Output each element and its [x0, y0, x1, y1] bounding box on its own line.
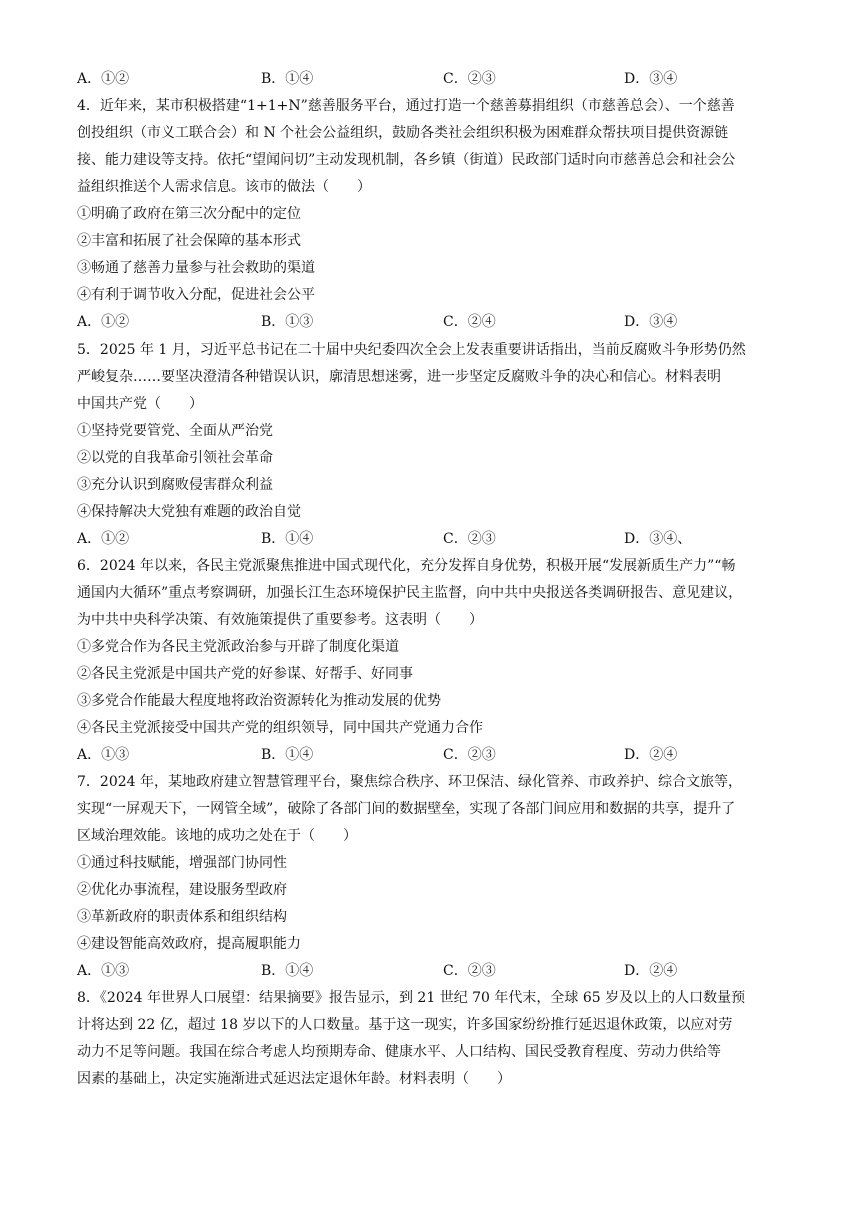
- q5-item-4: ④保持解决大党独有难题的政治自觉: [77, 504, 301, 520]
- q7-option-c[interactable]: C．②③: [443, 963, 496, 979]
- q4-item-3: ③畅通了慈善力量参与社会救助的渠道: [77, 260, 315, 276]
- q6-options: [77, 745, 797, 765]
- q3-option-d[interactable]: D．③④: [624, 71, 678, 87]
- q7-item-2: ②优化办事流程，建设服务型政府: [77, 882, 287, 898]
- q4-stem-line: 创投组织（市义工联合会）和 N 个社会公益组织，鼓励各类社会组织积极为困难群众帮扶项目提供资源链: [77, 125, 729, 141]
- q5-options: [77, 529, 797, 549]
- q8-stem-line: 8．《2024 年世界人口展望：结果摘要》报告显示，到 21 世纪 70 年代末，全球 65 岁及以上的人口数量预: [77, 990, 746, 1006]
- q4-options: [77, 312, 797, 332]
- q7-item-1: ①通过科技赋能，增强部门协同性: [77, 855, 287, 871]
- q6-item-2: ②各民主党派是中国共产党的好参谋、好帮手、好同事: [77, 666, 413, 682]
- q3-options: [77, 69, 797, 89]
- q4-option-a[interactable]: A．①②: [77, 314, 130, 330]
- q6-option-b[interactable]: B．①④: [261, 747, 314, 763]
- q7-option-b[interactable]: B．①④: [261, 963, 314, 979]
- q5-option-c[interactable]: C．②③: [443, 531, 496, 547]
- q4-option-c[interactable]: C．②④: [443, 314, 496, 330]
- q7-stem-line: 7．2024 年，某地政府建立智慧管理平台，聚焦综合秩序、环卫保洁、绿化管养、市政养护、综合文旅等，: [77, 774, 742, 790]
- q6-item-3: ③多党合作能最大程度地将政治资源转化为推动发展的优势: [77, 693, 441, 709]
- q5-item-2: ②以党的自我革命引领社会革命: [77, 450, 273, 466]
- q7-option-d[interactable]: D．②④: [624, 963, 678, 979]
- q6-item-1: ①多党合作为各民主党派政治参与开辟了制度化渠道: [77, 639, 399, 655]
- q8-stem-line: 计将达到 22 亿，超过 18 岁以下的人口数量。基于这一现实，许多国家纷纷推行延迟退休政策，以应对劳: [77, 1017, 733, 1033]
- q4-option-b[interactable]: B．①③: [261, 314, 314, 330]
- q6-stem-line: 通国内大循环”重点考察调研，加强长江生态环境保护民主监督，向中共中央报送各类调研报告、意见建议，: [77, 585, 743, 601]
- q6-option-d[interactable]: D．②④: [624, 747, 678, 763]
- q8-stem-line: 因素的基础上，决定实施渐进式延迟法定退休年龄。材料表明（ ）: [77, 1071, 511, 1087]
- q5-item-1: ①坚持党要管党、全面从严治党: [77, 423, 273, 439]
- q3-option-c[interactable]: C．②③: [443, 71, 496, 87]
- q5-option-a[interactable]: A．①②: [77, 531, 130, 547]
- q5-option-d[interactable]: D．③④、: [624, 531, 692, 547]
- q5-stem-line: 5．2025 年 1 月，习近平总书记在二十届中央纪委四次全会上发表重要讲话指出，当前反腐败斗争形势仍然: [77, 342, 746, 358]
- q4-item-1: ①明确了政府在第三次分配中的定位: [77, 206, 301, 222]
- q7-item-4: ④建设智能高效政府，提高履职能力: [77, 936, 301, 952]
- q5-stem-line: 严峻复杂……要坚决澄清各种错误认识，廓清思想迷雾，进一步坚定反腐败斗争的决心和信心。材料表明: [77, 369, 721, 385]
- q6-stem-line: 为中共中央科学决策、有效施策提供了重要参考。这表明（ ）: [77, 612, 483, 628]
- q6-option-c[interactable]: C．②③: [443, 747, 496, 763]
- q4-option-d[interactable]: D．③④: [624, 314, 678, 330]
- q4-item-4: ④有利于调节收入分配，促进社会公平: [77, 287, 315, 303]
- q6-stem-line: 6．2024 年以来，各民主党派聚焦推进中国式现代化，充分发挥自身优势，积极开展“发展新质生产力”“畅: [77, 558, 736, 574]
- q3-option-a[interactable]: A．①②: [77, 71, 130, 87]
- q7-item-3: ③革新政府的职责体系和组织结构: [77, 909, 287, 925]
- q6-item-4: ④各民主党派接受中国共产党的组织领导，同中国共产党通力合作: [77, 720, 483, 736]
- q7-stem-line: 实现“一屏观天下，一网管全域”，破除了各部门间的数据壁垒，实现了各部门间应用和数据的共享，提升了: [77, 801, 736, 817]
- q3-option-b[interactable]: B．①④: [261, 71, 314, 87]
- q7-option-a[interactable]: A．①③: [77, 963, 130, 979]
- q5-option-b[interactable]: B．①④: [261, 531, 314, 547]
- q4-stem-line: 4．近年来，某市积极搭建“1+1+N”慈善服务平台，通过打造一个慈善募捐组织（市慈善总会）、一个慈善: [77, 98, 735, 114]
- q6-option-a[interactable]: A．①③: [77, 747, 130, 763]
- q4-stem-line: 益组织推送个人需求信息。该市的做法（ ）: [77, 179, 371, 195]
- q5-item-3: ③充分认识到腐败侵害群众利益: [77, 477, 273, 493]
- q5-stem-line: 中国共产党（ ）: [77, 396, 203, 412]
- q7-options: [77, 961, 797, 981]
- q4-item-2: ②丰富和拓展了社会保障的基本形式: [77, 233, 301, 249]
- q8-stem-line: 动力不足等问题。我国在综合考虑人均预期寿命、健康水平、人口结构、国民受教育程度、劳动力供给等: [77, 1044, 721, 1060]
- q7-stem-line: 区域治理效能。该地的成功之处在于（ ）: [77, 828, 357, 844]
- q4-stem-line: 接、能力建设等支持。依托“望闻问切”主动发现机制，各乡镇（街道）民政部门适时向市慈善总会和社会公: [77, 152, 736, 168]
